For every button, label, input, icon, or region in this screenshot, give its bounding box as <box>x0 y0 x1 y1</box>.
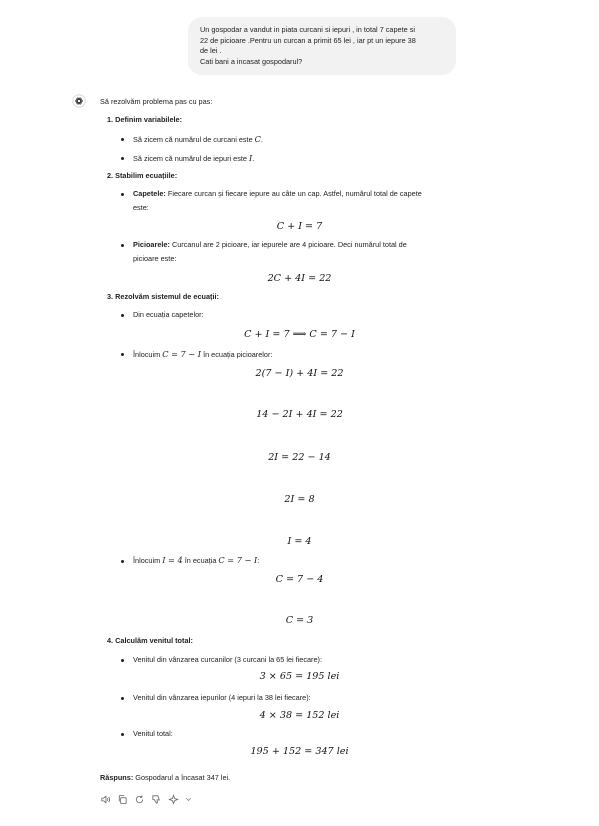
equation: 2C + 4I = 22 <box>267 273 332 284</box>
user-message-line: de lei . <box>200 46 222 56</box>
user-message-line: Un gospodar a vandut in piata curcani si iepuri , in total 7 capete si <box>200 25 415 34</box>
openai-logo-icon <box>72 94 86 108</box>
sparkle-icon[interactable] <box>168 794 179 805</box>
user-message-line: 22 de picioare .Pentru un curcan a primit 65 lei , iar pt un iepure 38 <box>200 35 416 45</box>
equation: 3 × 65 = 195 lei <box>259 671 340 682</box>
chevron-down-icon[interactable] <box>185 794 192 805</box>
bullet <box>121 138 124 141</box>
equation: I = 4 <box>287 536 312 547</box>
equation: C + I = 7 <box>276 221 323 232</box>
regenerate-icon[interactable] <box>134 794 145 805</box>
bullet <box>121 157 124 160</box>
bullet <box>121 193 124 196</box>
step-1-title: 1. Definim variabilele: <box>107 115 183 124</box>
bullet <box>121 314 124 317</box>
equation: 14 − 2I + 4I = 22 <box>256 409 343 420</box>
bullet <box>121 697 124 700</box>
step-2-bullet-1: Capetele: Fiecare curcan și fiecare iepure au câte un cap. Astfel, numărul total de capete <box>133 189 422 198</box>
bullet <box>121 659 124 662</box>
thumbs-down-icon[interactable] <box>151 794 162 805</box>
step-2-bullet-2-cont: picioare este: <box>133 254 177 263</box>
bullet <box>121 733 124 736</box>
step-4-bullet-3: Venitul total: <box>133 729 173 738</box>
speaker-icon[interactable] <box>100 794 111 805</box>
step-4-bullet-2: Venitul din vânzarea iepurilor (4 iepuri la 38 lei fiecare): <box>133 693 311 702</box>
final-answer: Răspuns: Gospodarul a încasat 347 lei. <box>100 773 231 782</box>
equation: 2I = 22 − 14 <box>268 452 331 463</box>
bullet <box>121 353 124 356</box>
step-2-title: 2. Stabilim ecuațiile: <box>107 171 178 180</box>
step-3-bullet-1: Din ecuația capetelor: <box>133 310 204 319</box>
step-3-title: 3. Rezolvăm sistemul de ecuații: <box>107 292 219 301</box>
bullet <box>121 560 124 563</box>
equation: 2(7 − I) + 4I = 22 <box>255 368 344 379</box>
step-4-bullet-1: Venitul din vânzarea curcanilor (3 curcani la 65 lei fiecare): <box>133 655 323 664</box>
step-1-bullet-1: Să zicem că numărul de curcani este C. <box>133 134 263 144</box>
step-4-title: 4. Calculăm venitul total: <box>107 636 193 645</box>
step-2-bullet-1-cont: este: <box>133 203 149 212</box>
equation: C = 3 <box>285 615 314 626</box>
equation: 4 × 38 = 152 lei <box>259 710 340 721</box>
bullet <box>121 244 124 247</box>
equation: 2I = 8 <box>284 494 315 505</box>
step-1-bullet-2: Să zicem că numărul de iepuri este I. <box>133 153 255 163</box>
equation: C + I = 7 ⟹ C = 7 − I <box>244 329 355 340</box>
step-2-bullet-2: Picioarele: Curcanul are 2 picioare, iar iepurele are 4 picioare. Deci numărul total de <box>133 240 407 249</box>
equation: 195 + 152 = 347 lei <box>250 746 349 757</box>
copy-icon[interactable] <box>117 794 128 805</box>
user-message-bubble <box>188 17 456 75</box>
equation: C = 7 − 4 <box>275 574 324 585</box>
step-3-bullet-3: Înlocuim I = 4 în ecuația C = 7 − I: <box>133 555 260 565</box>
answer-intro: Să rezolvăm problema pas cu pas: <box>100 97 213 106</box>
user-message-line: Cati bani a incasat gospodarul? <box>200 56 303 66</box>
message-actions <box>100 793 192 805</box>
step-3-bullet-2: Înlocuim C = 7 − I în ecuația picioarelor: <box>133 349 273 359</box>
